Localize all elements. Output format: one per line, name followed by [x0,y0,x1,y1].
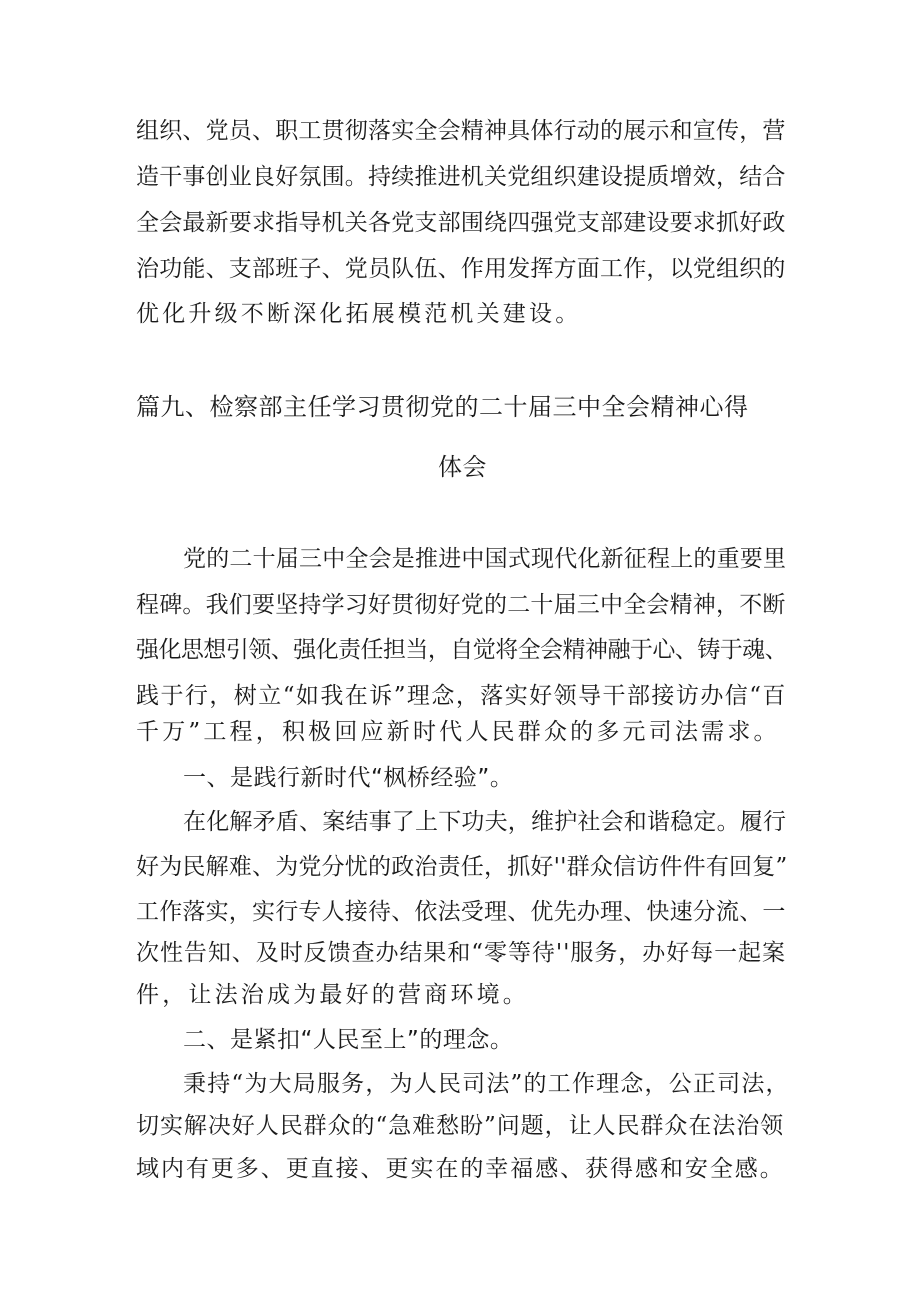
section-2-line-2: 切实解决好人民群众的“急难愁盼”问题，让人民群众在法治领 [136,1113,785,1139]
article-title-line-1: 篇九、检察部主任学习贯彻党的二十届三中全会精神心得 [136,393,749,421]
section-1-line-4: 次性告知、及时反馈查办结果和“零等待''服务，办好每一起案 [136,940,786,966]
article-title-line-2: 体会 [438,453,487,481]
section-1-line-2: 好为民解难、为党分忧的政治责任，抓好''群众信访件件有回复” [136,854,788,880]
section-2-line-1: 秉持“为大局服务，为人民司法”的工作理念，公正司法， [183,1071,790,1097]
section-1-line-5: 件，让法治成为最好的营商环境。 [136,982,529,1008]
paragraph-1-line-4: 践于行，树立“如我在诉”理念，落实好领导干部接访办信“百 [136,683,787,709]
paragraph-1-line-1: 党的二十届三中全会是推进中国式现代化新征程上的重要里 [183,546,787,572]
intro-line-5: 优化升级不断深化拓展模范机关建设。 [136,301,582,327]
section-1-heading: 一、是践行新时代“枫桥经验”。 [183,765,514,791]
paragraph-1-line-2: 程碑。我们要坚持学习好贯彻好党的二十届三中全会精神，不断 [136,592,786,618]
section-2-heading: 二、是紧扣“人民至上”的理念。 [183,1027,514,1053]
intro-line-2: 造干事创业良好氛围。持续推进机关党组织建设提质增效，结合 [136,164,786,190]
section-1-line-3: 工作落实，实行专人接待、依法受理、优先办理、快速分流、一 [136,899,786,925]
paragraph-1-line-3: 强化思想引领、强化责任担当，自觉将全会精神融于心、铸于魂、 [136,637,788,663]
intro-line-3: 全会最新要求指导机关各党支部围绕四强党支部建设要求抓好政 [136,210,786,236]
intro-line-4: 治功能、支部班子、党员队伍、作用发挥方面工作，以党组织的 [136,256,786,282]
intro-line-1: 组织、党员、职工贯彻落实全会精神具体行动的展示和宣传，营 [136,118,786,144]
section-1-line-1: 在化解矛盾、案结事了上下功夫，维护社会和谐稳定。履行 [183,809,787,835]
section-2-line-3: 域内有更多、更直接、更实在的幸福感、获得感和安全感。 [136,1156,785,1182]
paragraph-1-line-5: 千万”工程，积极回应新时代人民群众的多元司法需求。 [136,719,780,745]
